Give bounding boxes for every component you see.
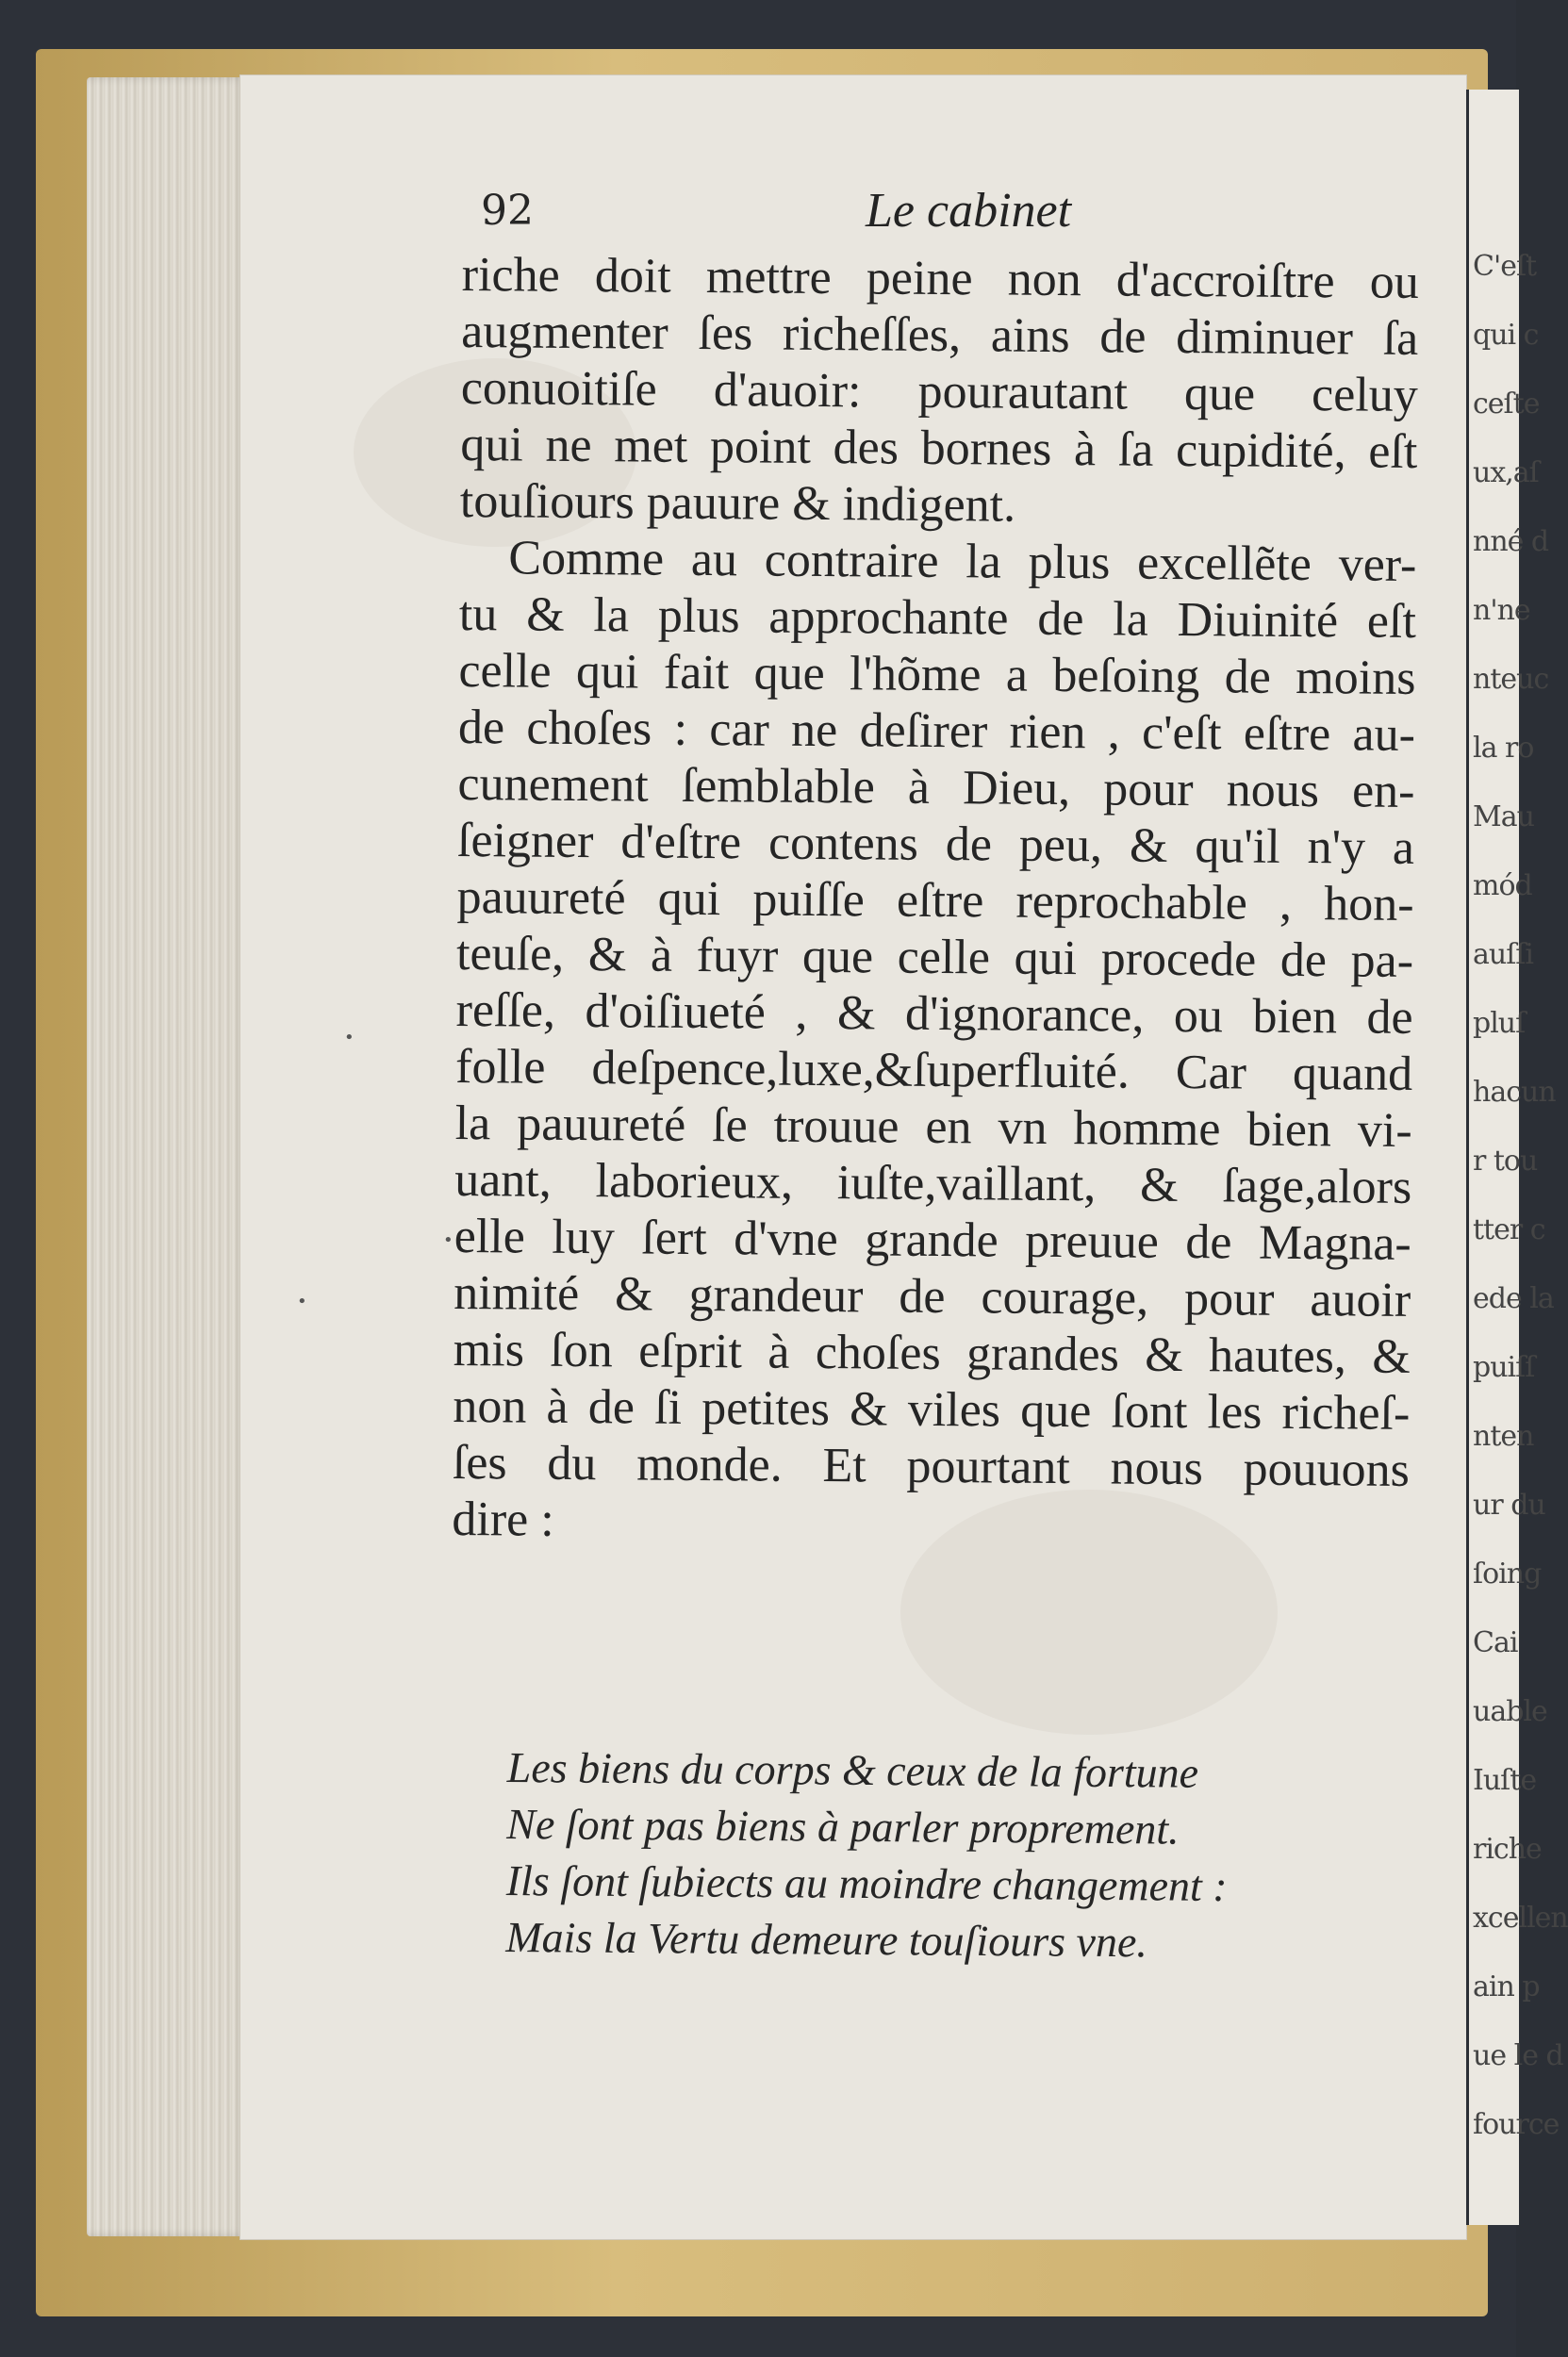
facing-text-fragment: ceſte [1473, 387, 1540, 420]
facing-text-fragment: mód [1473, 869, 1532, 902]
facing-text-fragment: tter c [1473, 1213, 1545, 1246]
text-line: touſiours pauure & indigent. [459, 473, 1016, 533]
text-line: de choſes : car ne deſirer rien , c'eſt eſtre au- [457, 700, 1416, 762]
text-line: ſeigner d'eſtre contens de peu, & qu'il n'y a [456, 813, 1415, 875]
text-line: folle deſpence,luxe,&ſuperfluité. Car quand [454, 1039, 1413, 1101]
text-line: augmenter ſes richeſſes, ains de diminuer ſa [461, 304, 1419, 366]
verse-line: Mais la Vertu demeure touſiours vne. [505, 1912, 1148, 1967]
facing-page-edge [1466, 90, 1568, 2225]
text-line: teuſe, & à fuyr que celle qui procede de pa- [455, 926, 1414, 988]
text-line: riche doit mettre peine non d'accroiſtre ou [461, 247, 1419, 309]
page-edges [87, 77, 247, 2236]
page-header [481, 184, 1179, 253]
body-text [452, 247, 1419, 1556]
facing-text-fragment: auſſi [1473, 938, 1534, 971]
text-line: cunement ſemblable à Dieu, pour nous en- [457, 756, 1415, 818]
text-line: uant, laborieux, iuſte,vaillant, & ſage,alors [454, 1152, 1412, 1214]
facing-text-fragment: ſoing [1473, 1558, 1542, 1591]
text-line: ſes du monde. Et pourtant nous pouuons [452, 1435, 1411, 1497]
text-line: tu & la plus approchante de la Diuinité eſt [458, 586, 1417, 649]
verse-block [505, 1739, 1412, 1973]
facing-text-fragment: puiſſ [1473, 1351, 1535, 1384]
facing-text-fragment: riche [1473, 1833, 1542, 1866]
facing-text-fragment: hacun [1473, 1076, 1556, 1109]
text-line: dire : [452, 1492, 554, 1547]
facing-text-fragment: n'ne [1473, 594, 1530, 627]
text-line: la pauureté ſe trouue en vn homme bien vi- [454, 1096, 1412, 1158]
running-head: Le cabinet [866, 184, 1072, 238]
facing-text-fragment: C'eſt [1473, 250, 1537, 283]
text-line: conuoitiſe d'auoir: pourautant que celuy [460, 360, 1419, 422]
facing-text-fragment: nné d [1473, 525, 1549, 558]
text-line: reſſe, d'oiſiueté , & d'ignorance, ou bien de [455, 982, 1413, 1045]
facing-text-fragment: uable [1473, 1695, 1547, 1728]
text-line: qui ne met point des bornes à ſa cupidité, eſt [460, 417, 1418, 479]
facing-text-fragment: r tou [1473, 1145, 1538, 1178]
facing-text-fragment: ue le d [1473, 2039, 1563, 2072]
facing-text-fragment: la ro [1473, 732, 1534, 765]
verse-line: Les biens du corps & ceux de la fortune [506, 1742, 1199, 1797]
verse-line: Ils ſont ſubiects au moindre changement : [505, 1855, 1228, 1911]
text-line: nimité & grandeur de courage, pour auoir [454, 1265, 1411, 1327]
text-line: non à de ſi petites & viles que ſont les richeſ- [453, 1378, 1411, 1441]
facing-text-fragment: Mau [1473, 800, 1534, 833]
ink-speck: • [297, 1292, 307, 1311]
facing-text-fragment: nteuc [1473, 663, 1549, 696]
text-line: mis ſon eſprit à choſes grandes & hautes, & [453, 1322, 1411, 1384]
facing-text-fragment: xcellen [1473, 1902, 1568, 1935]
ink-speck: • [344, 1028, 355, 1047]
facing-text-fragment: Iuſte [1473, 1764, 1537, 1797]
facing-text-fragment: pluſ [1473, 1007, 1526, 1040]
page-number: 92 [481, 187, 534, 235]
facing-text-fragment: ain p [1473, 1970, 1540, 2003]
facing-text-fragment: fource [1473, 2108, 1560, 2141]
verse-line: Ne ſont pas biens à parler proprement. [506, 1799, 1180, 1854]
facing-text-fragment: nten [1473, 1420, 1534, 1453]
text-line: pauureté qui puiſſe eſtre reprochable , hon- [456, 869, 1414, 931]
ink-speck: • [443, 1230, 454, 1250]
text-line: celle qui fait que l'hõme a beſoing de moins [458, 643, 1416, 705]
facing-text-fragment: ur du [1473, 1489, 1545, 1522]
facing-text-fragment: qui c [1473, 319, 1539, 352]
text-line: elle luy ſert d'vne grande preuue de Magna- [454, 1209, 1411, 1271]
facing-text-fragment: ede la [1473, 1282, 1554, 1315]
text-line: Comme au contraire la plus excellẽte ver- [508, 531, 1417, 592]
facing-text-fragment: ux,aſ [1473, 456, 1539, 489]
facing-text-fragment: Cai [1473, 1626, 1518, 1659]
